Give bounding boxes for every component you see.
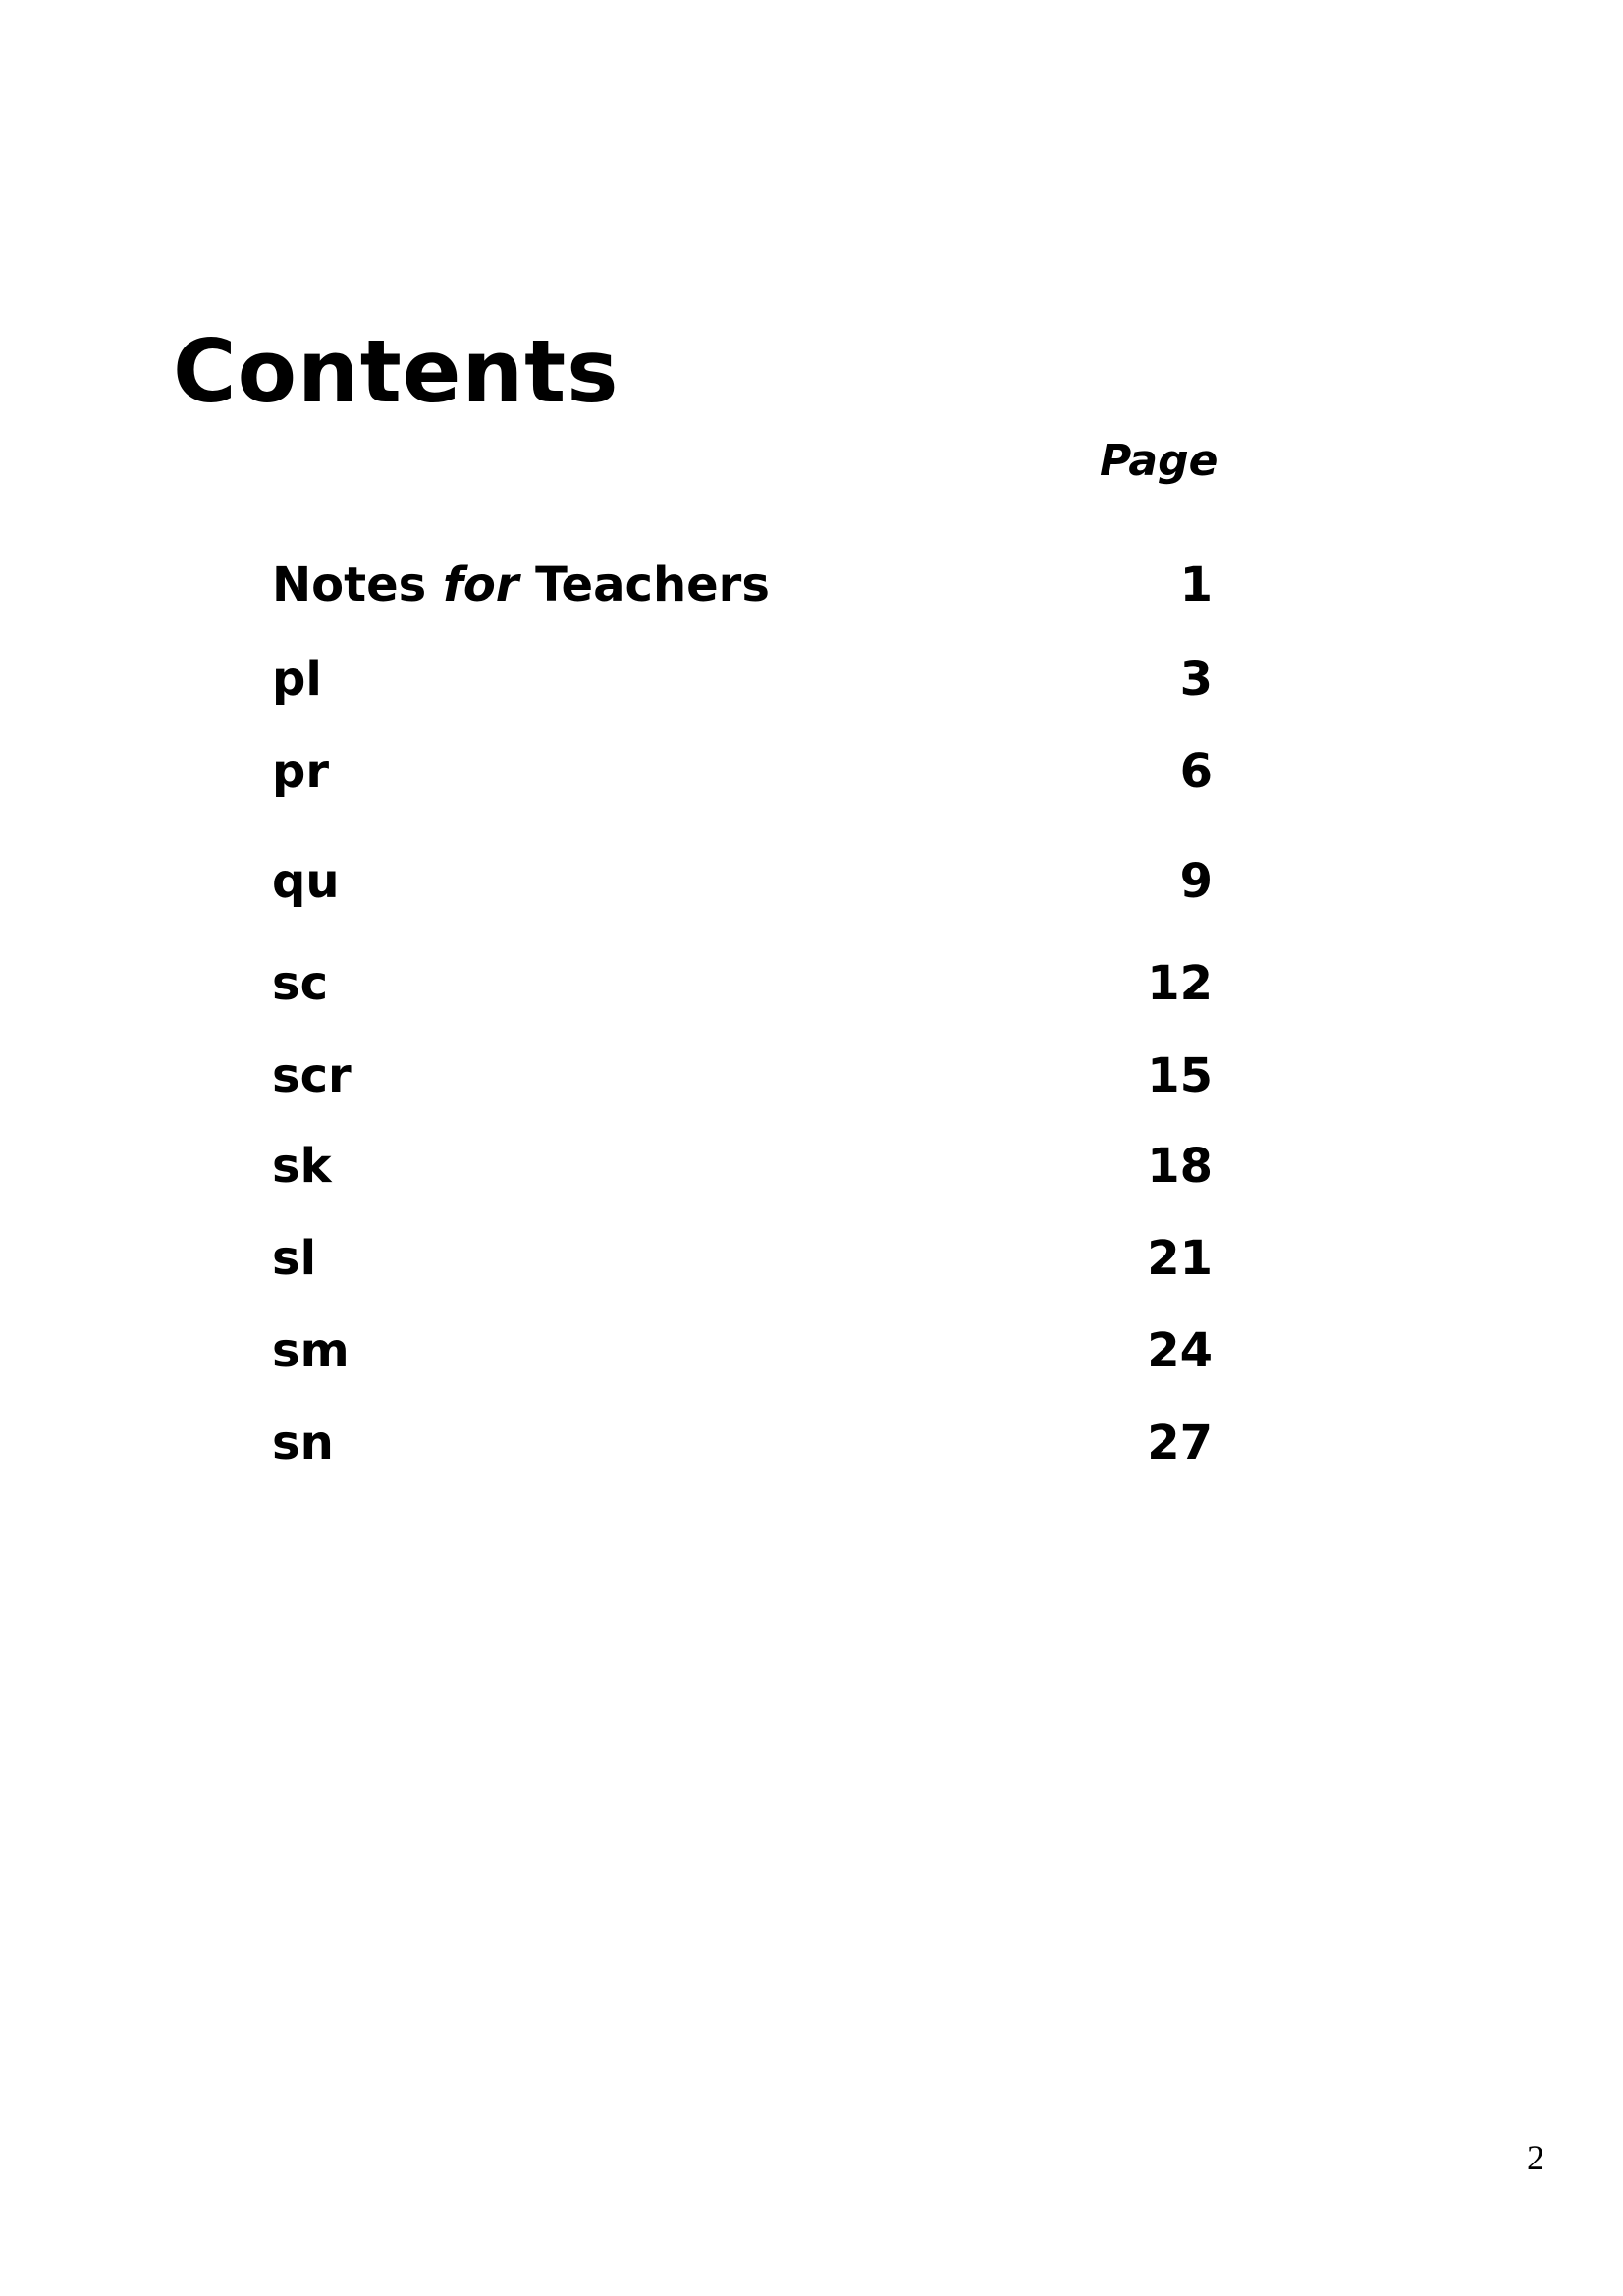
toc-entry-label: pl	[272, 652, 322, 707]
page-column-header: Page	[1100, 436, 1218, 486]
contents-title: Contents	[173, 321, 620, 422]
toc-entry-page: 18	[1147, 1139, 1213, 1194]
toc-entry-label: sm	[272, 1323, 350, 1378]
toc-entry-page: 1	[1179, 558, 1213, 613]
toc-entry-label-part: Notes	[272, 558, 443, 613]
toc-entry-label	[272, 558, 770, 613]
toc-entry-page: 21	[1147, 1231, 1213, 1286]
toc-entry-page: 9	[1179, 854, 1213, 909]
toc-entry-page: 15	[1147, 1048, 1213, 1103]
toc-entry-page: 24	[1147, 1323, 1213, 1378]
footer-page-number: 2	[1527, 2138, 1544, 2177]
toc-entry-label: sk	[272, 1139, 332, 1194]
toc-entry-page: 12	[1147, 956, 1213, 1011]
toc-entry-label-part: for	[442, 558, 519, 613]
toc-entry-label: sl	[272, 1231, 317, 1286]
toc-entry-label: scr	[272, 1048, 352, 1103]
toc-entry-label: sn	[272, 1415, 334, 1470]
toc-entry-page: 6	[1179, 744, 1213, 799]
toc-entry-page: 3	[1179, 652, 1213, 707]
toc-entry-label-part: Teachers	[518, 558, 770, 613]
toc-entry-label: qu	[272, 854, 340, 909]
toc-entry-page: 27	[1147, 1415, 1213, 1470]
toc-entry-label: sc	[272, 956, 329, 1011]
toc-entry-label: pr	[272, 744, 330, 799]
